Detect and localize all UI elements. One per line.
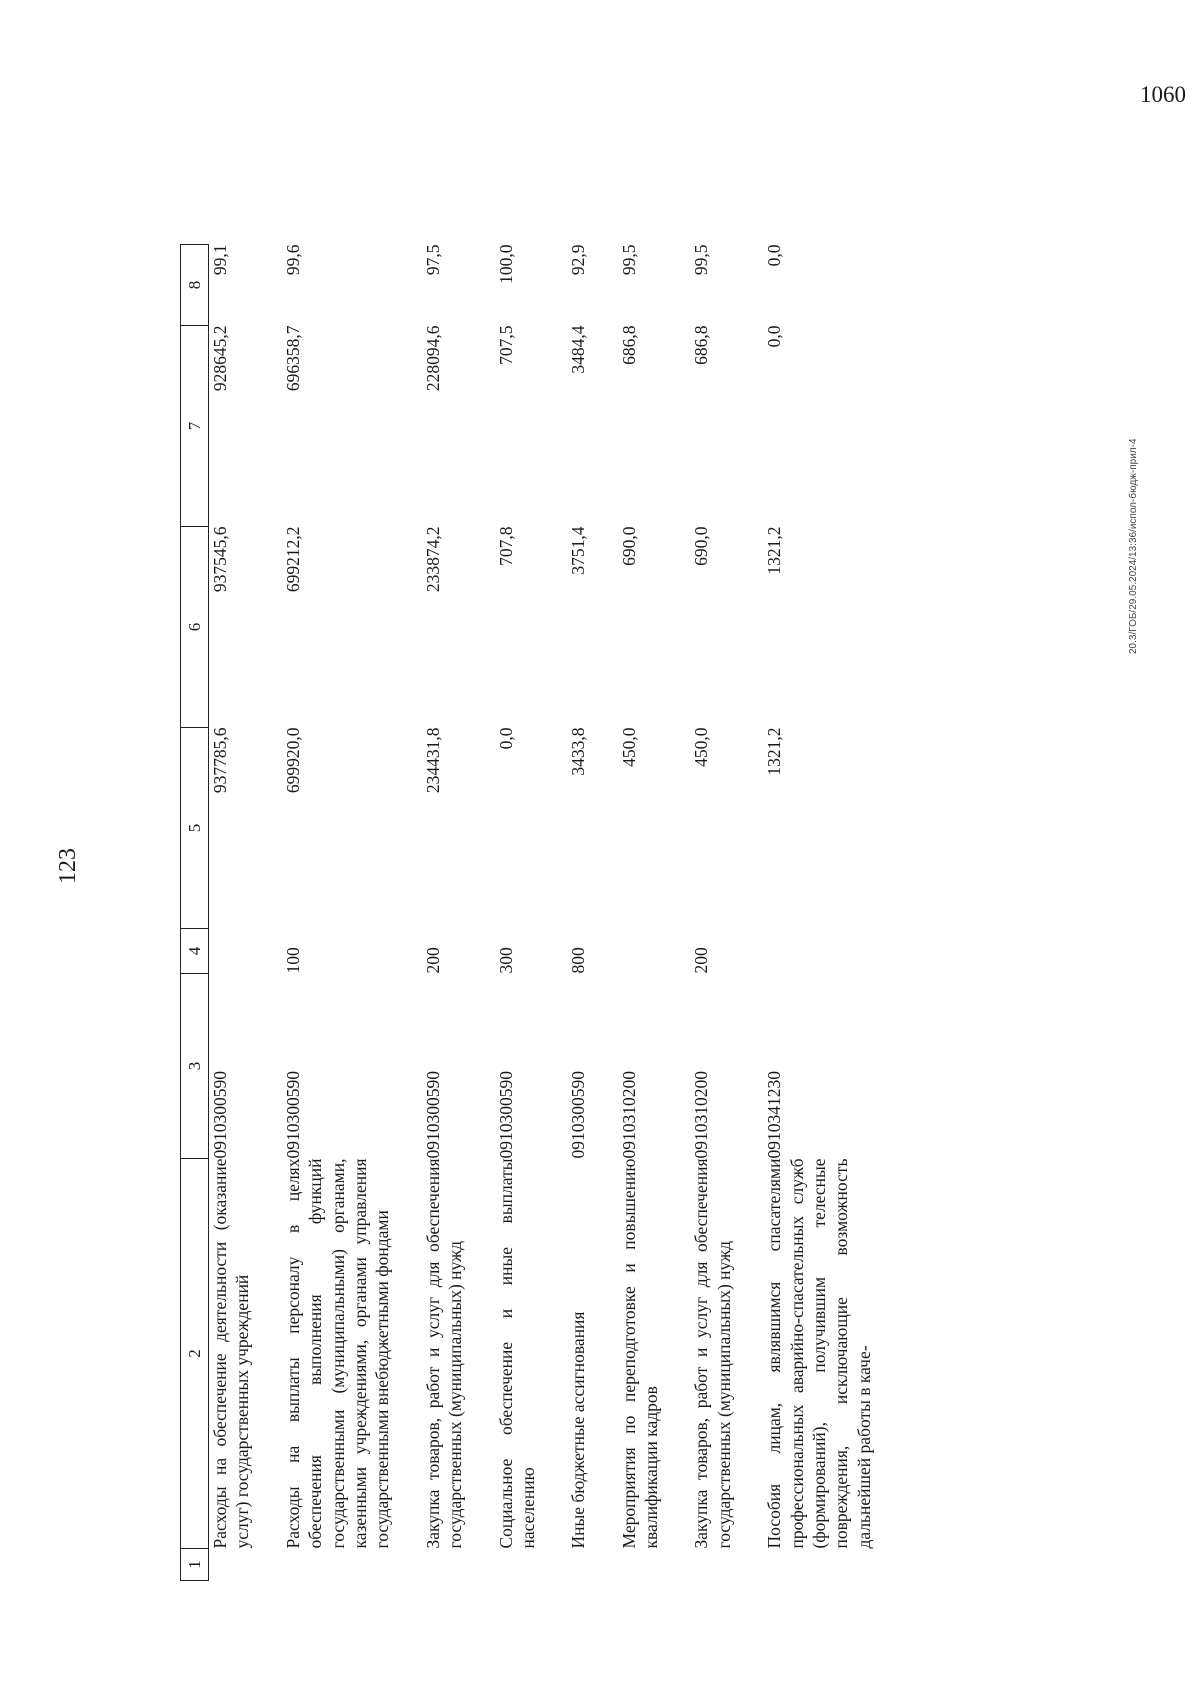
row-name: Пособия лицам, являвшимся спасателями профессиональных аварийно-спасательных служб (формирований), получившим телесные повреждения, исключающие возможность дальнейшей работы в каче- xyxy=(764,1158,874,1549)
expense-type: 200 xyxy=(691,947,712,974)
value-col7: 0,0 xyxy=(764,325,785,348)
column-header-7: 7 xyxy=(181,326,209,527)
table-row xyxy=(618,245,691,1581)
column-header-4: 4 xyxy=(181,929,209,974)
column-header-3: 3 xyxy=(181,974,209,1159)
target-code: 0910341230 xyxy=(764,1071,785,1159)
value-col7: 707,5 xyxy=(495,325,516,365)
value-col8: 100,0 xyxy=(495,244,516,284)
page-number: 123 xyxy=(55,848,81,884)
expense-type xyxy=(618,929,691,974)
value-col8: 99,5 xyxy=(618,244,639,276)
column-header-5: 5 xyxy=(181,728,209,929)
value-col7: 686,8 xyxy=(691,325,712,365)
row-name: Закупка товаров, работ и услуг для обеспечения государственных (муниципальных) нужд xyxy=(422,1158,466,1549)
value-col6: 690,0 xyxy=(618,526,639,566)
expense-type: 800 xyxy=(568,947,589,974)
expense-type: 300 xyxy=(495,947,516,974)
row-name: Мероприятия по переподготовке и повышению квалификации кадров xyxy=(618,1158,662,1549)
sheet-number: 1060 xyxy=(1140,82,1186,107)
expense-type: 200 xyxy=(422,947,443,974)
value-col6: 937545,6 xyxy=(210,526,230,593)
value-col7: 3484,4 xyxy=(568,325,589,374)
value-col6: 707,8 xyxy=(495,526,516,566)
expense-type: 100 xyxy=(282,947,303,974)
value-col5: 234431,8 xyxy=(422,727,443,794)
target-code: 0910300590 xyxy=(568,1071,589,1159)
target-code: 0910310200 xyxy=(691,1071,712,1159)
table-row xyxy=(690,245,763,1581)
value-col8: 99,5 xyxy=(691,244,712,276)
value-col8: 99,6 xyxy=(282,244,303,276)
target-code: 0910300590 xyxy=(210,1071,230,1159)
value-col5: 699920,0 xyxy=(282,727,303,794)
target-code: 0910300590 xyxy=(282,1071,303,1159)
value-col6: 1321,2 xyxy=(764,526,785,575)
target-code: 0910300590 xyxy=(495,1071,516,1159)
row-name: Закупка товаров, работ и услуг для обеспечения государственных (муниципальных) нужд xyxy=(691,1158,734,1549)
value-col6: 3751,4 xyxy=(568,526,589,575)
budget-table xyxy=(180,244,903,1581)
value-col8: 92,9 xyxy=(568,244,589,276)
value-col5: 0,0 xyxy=(495,727,516,750)
value-col5: 937785,6 xyxy=(210,727,230,794)
value-col6: 699212,2 xyxy=(282,526,303,593)
target-code: 0910310200 xyxy=(618,1071,639,1159)
expense-type xyxy=(209,929,282,974)
table-row xyxy=(763,245,903,1581)
column-header-6: 6 xyxy=(181,527,209,728)
column-number-row xyxy=(181,245,209,1581)
value-col8: 0,0 xyxy=(764,244,785,267)
row-name: Социальное обеспечение и иные выплаты населению xyxy=(495,1158,538,1549)
value-col7: 696358,7 xyxy=(282,325,303,392)
value-col8: 99,1 xyxy=(210,244,230,276)
table-row xyxy=(495,245,568,1581)
value-col5: 450,0 xyxy=(618,727,639,767)
value-col8: 97,5 xyxy=(422,244,443,276)
value-col5: 450,0 xyxy=(691,727,712,767)
value-col7: 686,8 xyxy=(618,325,639,365)
value-col7: 228094,6 xyxy=(422,325,443,392)
row-name: Иные бюджетные ассигнования xyxy=(568,1311,589,1549)
value-col5: 3433,8 xyxy=(568,727,589,776)
value-col6: 233874,2 xyxy=(422,526,443,593)
table-row xyxy=(209,245,282,1581)
value-col7: 928645,2 xyxy=(210,325,230,392)
table-row xyxy=(422,245,495,1581)
target-code: 0910300590 xyxy=(422,1071,443,1159)
value-col5: 1321,2 xyxy=(764,727,785,776)
column-header-1: 1 xyxy=(181,1549,209,1581)
row-name: Расходы на обеспечение деятельности (оказание услуг) государственных учреждений xyxy=(210,1158,253,1549)
document-footer-code: 20.3/ГОБ/29.05.2024/13:36/испол-бюдж-прил-4 xyxy=(1128,438,1139,654)
value-col6: 690,0 xyxy=(691,526,712,566)
column-header-2: 2 xyxy=(181,1159,209,1549)
row-name: Расходы на выплаты персоналу в целях обеспечения выполнения функций государственными (муниципальными) органами, казенными учреждениями, органами управления государственными внебюджетными фондами xyxy=(282,1158,393,1549)
column-header-8: 8 xyxy=(181,245,209,326)
table-row xyxy=(567,245,617,1581)
table-row xyxy=(282,245,422,1581)
expense-type xyxy=(763,929,903,974)
